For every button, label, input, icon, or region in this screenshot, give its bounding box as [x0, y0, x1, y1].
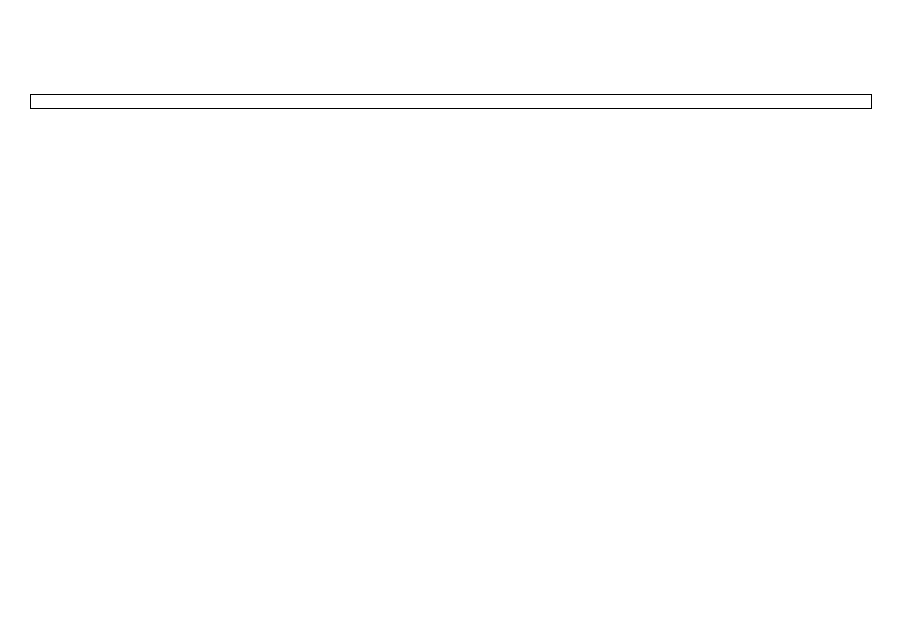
schedule-table	[30, 94, 872, 109]
table-header	[30, 94, 872, 109]
